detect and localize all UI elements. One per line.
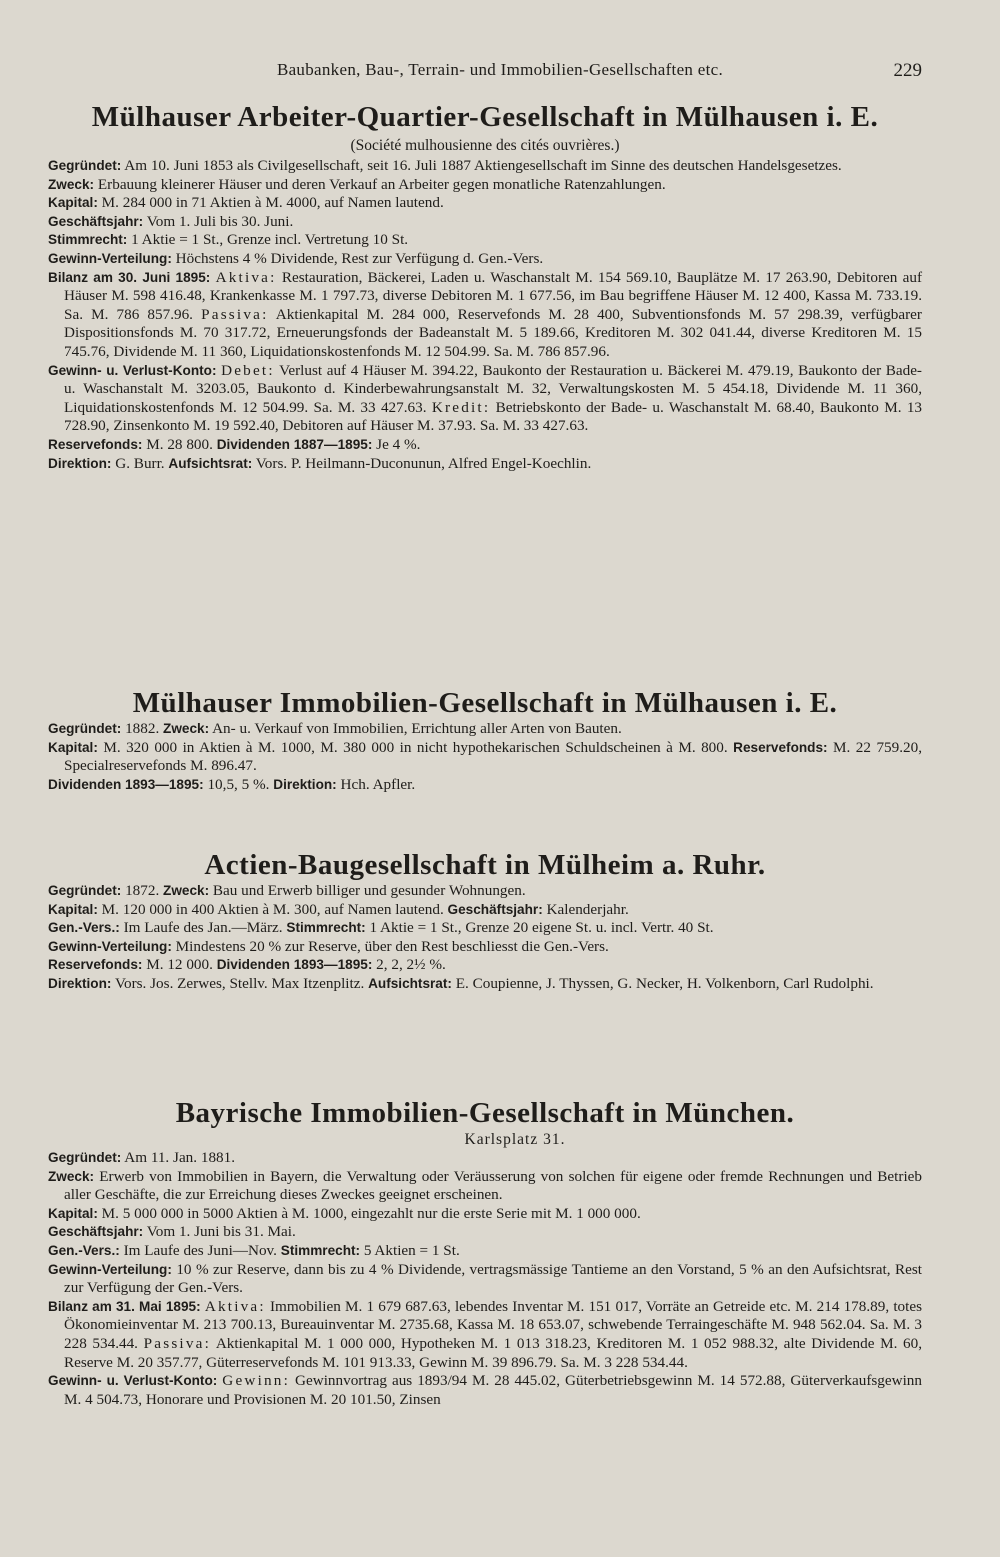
profit-distribution-entry bbox=[48, 1261, 922, 1298]
entry-text: M. 5 000 000 in 5000 Aktien à M. 1000, eingezahlt nur die erste Serie mit M. 1 000 000. bbox=[101, 1204, 641, 1222]
entry-label: Gen.-Vers.: bbox=[48, 1242, 120, 1258]
capital-entry bbox=[48, 1205, 922, 1224]
assets-text: Restauration, Bäckerei, Laden u. Waschanstalt M. 154 569.10, Bauplätze M. 17 263.90, Debitoren auf Häuser M. 598 416.48, Krankenkasse M. 1 797.73, diverse Debitoren M. 1 677.56, im Bau begriffene Häuser M. 12 400, Kassa M. 733.19. Sa. M. 786 857.96. bbox=[64, 268, 923, 323]
entry-text: E. Coupienne, J. Thyssen, G. Necker, H. Volkenborn, Carl Rudolphi. bbox=[455, 974, 874, 992]
entry-label: Geschäftsjahr: bbox=[48, 1224, 144, 1240]
entry-label: Zweck: bbox=[163, 721, 210, 736]
entry-label: Gewinn- u. Verlust-Konto: bbox=[48, 362, 217, 378]
capital-reserve-entry bbox=[48, 739, 922, 776]
capital-fiscal-entry bbox=[48, 901, 922, 920]
entry-text: M. 320 000 in Aktien à M. 1000, M. 380 000 in nicht hypothekarischen Schuldscheinen à M. 800. bbox=[103, 738, 728, 756]
entry-text: Erwerb von Immobilien in Bayern, die Verwaltung oder Veräusserung von solchen für eigene oder fremde Rechnungen und Betrieb aller Geschäfte, die zur Erreichung dieses Zweckes geeignet erscheinen. bbox=[64, 1167, 922, 1204]
liabilities-label: Passiva: bbox=[143, 1334, 212, 1352]
entry-text: Vors. P. Heilmann-Duconunun, Alfred Engel-Koechlin. bbox=[255, 454, 592, 472]
entry-label: Stimmrecht: bbox=[286, 920, 366, 936]
entry-label: Reservefonds: bbox=[48, 436, 143, 452]
debit-label: Debet: bbox=[221, 361, 275, 379]
management-entry bbox=[48, 455, 922, 474]
entry-label: Geschäftsjahr: bbox=[48, 213, 144, 229]
profit-label: Gewinn: bbox=[222, 1372, 291, 1390]
entry-text: Bau und Erwerb billiger und gesunder Wohnungen. bbox=[212, 882, 526, 899]
running-header bbox=[0, 60, 1000, 90]
entry-label: Dividenden 1893—1895: bbox=[216, 957, 373, 973]
entry-label: Geschäftsjahr: bbox=[447, 901, 543, 917]
entry-label: Gegründet: bbox=[48, 721, 122, 736]
entry-text: Am 11. Jan. 1881. bbox=[124, 1149, 236, 1166]
debit-text: Verlust auf 4 Häuser M. 394.22, Baukonto der Restauration u. Bäckerei M. 479.19, Baukonto der Bade- u. Waschanstalt M. 3203.05, Baukonto d. Kinderbewahrungsanstalt M. 32, Verwaltungskosten M. 5 454.18, Dividende M. 11 360, Liquidationskostenfonds M. 12 504.99. Sa. M. 33 427.63. bbox=[64, 361, 922, 416]
entry-text: 1 Aktie = 1 St., Grenze 20 eigene St. u. incl. Vertr. 40 St. bbox=[369, 919, 714, 937]
voting-right-entry bbox=[48, 231, 922, 250]
founded-purpose-entry bbox=[48, 882, 922, 901]
entry-text: Vom 1. Juli bis 30. Juni. bbox=[146, 212, 294, 230]
company-entry-bayrische-immobilien bbox=[48, 1096, 922, 1409]
entry-label: Zweck: bbox=[48, 176, 95, 192]
entry-label: Gegründet: bbox=[48, 1150, 122, 1165]
entry-text: 1 Aktie = 1 St., Grenze incl. Vertretung 10 St. bbox=[131, 231, 409, 249]
company-title: Actien-Baugesellschaft in Mülheim a. Ruhr. bbox=[204, 849, 766, 881]
entry-text: M. 22 759.20, Specialreservefonds M. 896.47. bbox=[64, 738, 923, 775]
entry-text: 10,5, 5 %. bbox=[207, 775, 270, 793]
company-entry-muelhauser-arbeiter-quartier bbox=[48, 100, 922, 473]
purpose-entry bbox=[48, 176, 922, 195]
capital-entry bbox=[48, 194, 922, 213]
assets-label: Aktiva: bbox=[215, 268, 277, 286]
company-entry-actien-baugesellschaft bbox=[48, 848, 922, 994]
entry-label: Bilanz am 31. Mai 1895: bbox=[48, 1298, 201, 1314]
meeting-voting-entry bbox=[48, 919, 922, 938]
meeting-voting-entry bbox=[48, 1242, 922, 1261]
entry-label: Kapital: bbox=[48, 1205, 98, 1221]
entry-text: 1872. bbox=[125, 882, 160, 899]
assets-text: Immobilien M. 1 679 687.63, lebendes Inventar M. 151 017, Vorräte an Getreide etc. M. 214 178.89, totes Ökonomieinventar M. 213 700.13, Bureauinventar M. 2735.68, Kassa M. 18 653.07, schwebende Terraingeschäfte M. 948 562.04. Sa. M. 3 228 534.44. bbox=[64, 1297, 923, 1352]
balance-entry bbox=[48, 269, 922, 362]
founded-purpose-entry bbox=[48, 720, 922, 739]
entry-text: M. 28 800. bbox=[146, 435, 213, 453]
entry-label: Dividenden 1893—1895: bbox=[48, 776, 204, 792]
entry-label: Kapital: bbox=[48, 195, 98, 211]
entry-text: 2, 2, 2½ %. bbox=[376, 956, 446, 974]
entry-text: M. 120 000 in 400 Aktien à M. 300, auf Namen lautend. bbox=[101, 900, 444, 918]
profit-distribution-entry bbox=[48, 938, 922, 957]
entry-label: Gewinn- u. Verlust-Konto: bbox=[48, 1373, 218, 1389]
entry-text: Vors. Jos. Zerwes, Stellv. Max Itzenplitz. bbox=[114, 974, 365, 992]
entry-text: 10 % zur Reserve, dann bis zu 4 % Dividende, vertragsmässige Tantieme an den Vorstand, 5 % an den Aufsichtsrat, Rest zur Verfügung der Gen.-Vers. bbox=[64, 1260, 923, 1297]
entry-text: An- u. Verkauf von Immobilien, Errichtung aller Arten von Bauten. bbox=[212, 720, 622, 737]
entry-label: Gewinn-Verteilung: bbox=[48, 250, 172, 266]
liabilities-text: Aktienkapital M. 284 000, Reservefonds M. 28 400, Subventionsfonds M. 57 298.39, verfügbarer Dispositionsfonds M. 70 317.72, Erneuerungsfonds der Badeanstalt M. 5 189.66, Kreditoren M. 302 041.44, diverse Kreditoren M. 15 745.76, Dividende M. 11 360, Liquidationskostenfonds M. 12 504.99. Sa. M. 786 857.96. bbox=[64, 305, 922, 360]
entry-text: Kalenderjahr. bbox=[546, 900, 629, 918]
entry-label: Direktion: bbox=[48, 455, 112, 471]
fiscal-year-entry bbox=[48, 213, 922, 232]
running-title: Baubanken, Bau-, Terrain- und Immobilien-Gesellschaften etc. bbox=[276, 60, 724, 79]
company-title: Mülhauser Arbeiter-Quartier-Gesellschaft in Mülhausen i. E. bbox=[91, 101, 879, 133]
profit-loss-entry bbox=[48, 362, 922, 436]
entry-text: Im Laufe des Juni—Nov. bbox=[123, 1241, 277, 1259]
reserve-dividend-entry bbox=[48, 956, 922, 975]
entry-label: Reservefonds: bbox=[48, 957, 143, 973]
entry-text: Vom 1. Juni bis 31. Mai. bbox=[146, 1223, 296, 1241]
balance-entry bbox=[48, 1298, 922, 1372]
entry-label: Gegründet: bbox=[48, 158, 122, 173]
entry-text: Hch. Apfler. bbox=[340, 775, 416, 793]
entry-label: Gewinn-Verteilung: bbox=[48, 1261, 172, 1277]
dividend-management-entry bbox=[48, 776, 922, 795]
profit-distribution-entry bbox=[48, 250, 922, 269]
entry-text: 1882. bbox=[125, 720, 160, 737]
credit-label: Kredit: bbox=[431, 398, 491, 416]
fiscal-year-entry bbox=[48, 1223, 922, 1242]
entry-text: Höchstens 4 % Dividende, Rest zur Verfügung d. Gen.-Vers. bbox=[175, 249, 544, 267]
entry-label: Bilanz am 30. Juni 1895: bbox=[48, 269, 211, 285]
page-number: 229 bbox=[893, 60, 922, 81]
profit-loss-entry bbox=[48, 1372, 922, 1409]
entry-label: Aufsichtsrat: bbox=[368, 975, 452, 991]
entry-label: Aufsichtsrat: bbox=[168, 455, 253, 471]
profit-text: Gewinnvortrag aus 1893/94 M. 28 445.02, Güterbetriebsgewinn M. 14 572.88, Güterverkaufsgewinn M. 4 504.73, Honorare und Provisionen M. 20 101.50, Zinsen bbox=[64, 1372, 922, 1408]
entry-label: Direktion: bbox=[273, 776, 337, 792]
entry-label: Stimmrecht: bbox=[280, 1242, 361, 1258]
credit-text: Betriebskonto der Bade- u. Waschanstalt M. 68.40, Baukonto M. 13 728.90, Zinsenkonto M. 19 592.40, Debitoren auf Häuser M. 37.93. Sa. M. 33 427.63. bbox=[64, 398, 923, 435]
purpose-entry bbox=[48, 1168, 922, 1205]
entry-text: Je 4 %. bbox=[376, 435, 421, 453]
founded-entry bbox=[48, 157, 922, 176]
entry-label: Kapital: bbox=[48, 901, 98, 917]
entry-text: G. Burr. bbox=[115, 454, 165, 472]
entry-label: Gewinn-Verteilung: bbox=[48, 938, 172, 954]
liabilities-label: Passiva: bbox=[201, 305, 269, 323]
entry-label: Direktion: bbox=[48, 975, 112, 991]
entry-label: Kapital: bbox=[48, 739, 98, 755]
entry-label: Gegründet: bbox=[48, 883, 122, 898]
entry-label: Reservefonds: bbox=[733, 739, 828, 755]
entry-text: Am 10. Juni 1853 als Civilgesellschaft, seit 16. Juli 1887 Aktiengesellschaft im Sinne des deutschen Handelsgesetzes. bbox=[124, 157, 842, 174]
entry-text: M. 284 000 in 71 Aktien à M. 4000, auf Namen lautend. bbox=[101, 194, 444, 212]
entry-text: Im Laufe des Jan.—März. bbox=[123, 919, 283, 937]
reserve-dividend-entry bbox=[48, 436, 922, 455]
management-entry bbox=[48, 975, 922, 994]
company-subtitle: (Société mulhousienne des cités ouvrières.) bbox=[350, 137, 620, 154]
company-address: Karlsplatz 31. bbox=[464, 1131, 566, 1148]
entry-label: Zweck: bbox=[48, 1168, 95, 1184]
entry-text: 5 Aktien = 1 St. bbox=[363, 1241, 460, 1259]
entry-text: Erbauung kleinerer Häuser und deren Verkauf an Arbeiter gegen monatliche Ratenzahlungen. bbox=[97, 175, 666, 193]
company-title: Mülhauser Immobilien-Gesellschaft in Mülhausen i. E. bbox=[132, 687, 838, 719]
entry-text: M. 12 000. bbox=[146, 956, 213, 974]
founded-entry bbox=[48, 1149, 922, 1168]
entry-label: Stimmrecht: bbox=[48, 232, 128, 248]
company-title: Bayrische Immobilien-Gesellschaft in München. bbox=[175, 1097, 795, 1129]
entry-label: Gen.-Vers.: bbox=[48, 920, 120, 936]
assets-label: Aktiva: bbox=[204, 1297, 266, 1315]
entry-text: Mindestens 20 % zur Reserve, über den Rest beschliesst die Gen.-Vers. bbox=[175, 937, 609, 955]
liabilities-text: Aktienkapital M. 1 000 000, Hypotheken M. 1 013 318.23, Kreditoren M. 1 052 988.32, alte Dividende M. 60, Reserve M. 20 357.77, Güterreservefonds M. 101 913.33, Gewinn M. 39 896.79. Sa. M. 3 228 534.44. bbox=[64, 1334, 923, 1371]
entry-label: Dividenden 1887—1895: bbox=[216, 436, 373, 452]
company-entry-muelhauser-immobilien bbox=[48, 686, 922, 794]
entry-label: Zweck: bbox=[163, 883, 210, 898]
